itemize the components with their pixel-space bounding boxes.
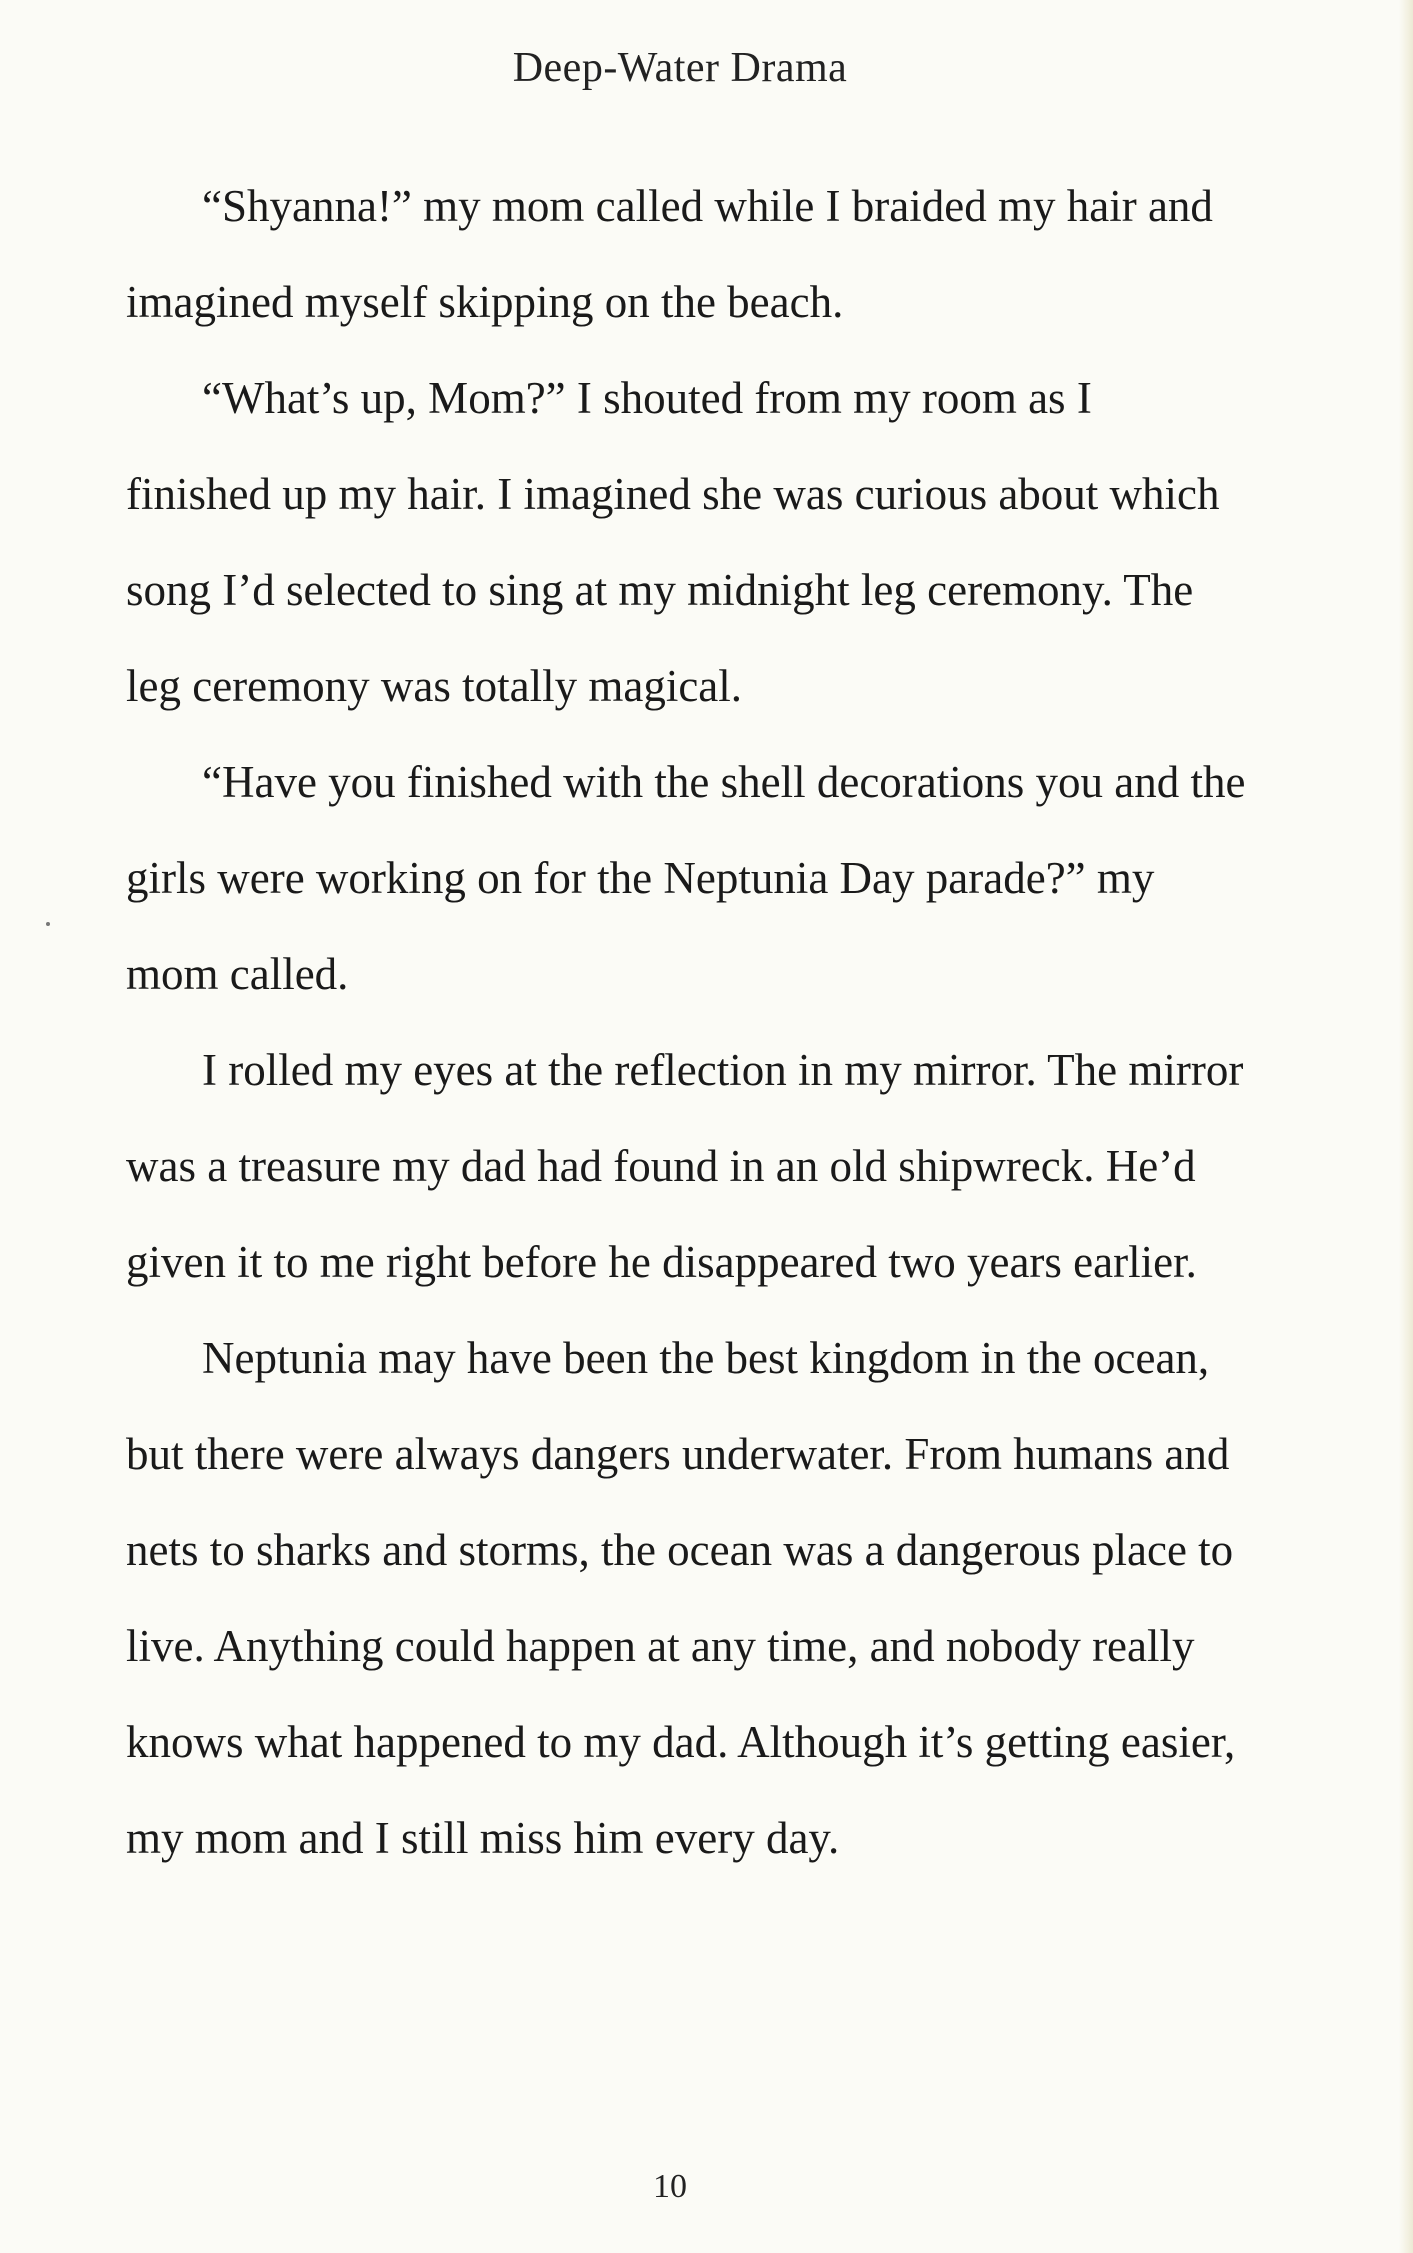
body-text: [126, 158, 1246, 1886]
paragraph-4: I rolled my eyes at the reflection in my mirror. The mirror was a treasure my dad had found in an old shipwreck. He’d given it to me right before he disappeared two years earlier.: [126, 1045, 1244, 1287]
paragraph-1: “Shyanna!” my mom called while I braided my hair and imagined myself skipping on the beach.: [126, 181, 1213, 327]
paragraph-5: Neptunia may have been the best kingdom in the ocean, but there were always dangers underwater. From humans and nets to sharks and storms, the ocean was a dangerous place to live. Anything could happen at any time, and nobody really knows what happened to my dad. Although it’s getting easier, my mom and I still miss him every day.: [126, 1333, 1236, 1863]
paragraph-2: “What’s up, Mom?” I shouted from my room as I finished up my hair. I imagined she was curious about which song I’d selected to sing at my midnight leg ceremony. The leg ceremony was totally magical.: [126, 373, 1220, 711]
paper-speck: [46, 922, 50, 926]
page-edge-shadow: [1399, 0, 1413, 2253]
paragraph-3: “Have you finished with the shell decorations you and the girls were working on for the Neptunia Day parade?” my mom called.: [126, 757, 1246, 999]
page-number: 10: [653, 2168, 687, 2205]
running-head: Deep-Water Drama: [512, 45, 848, 91]
